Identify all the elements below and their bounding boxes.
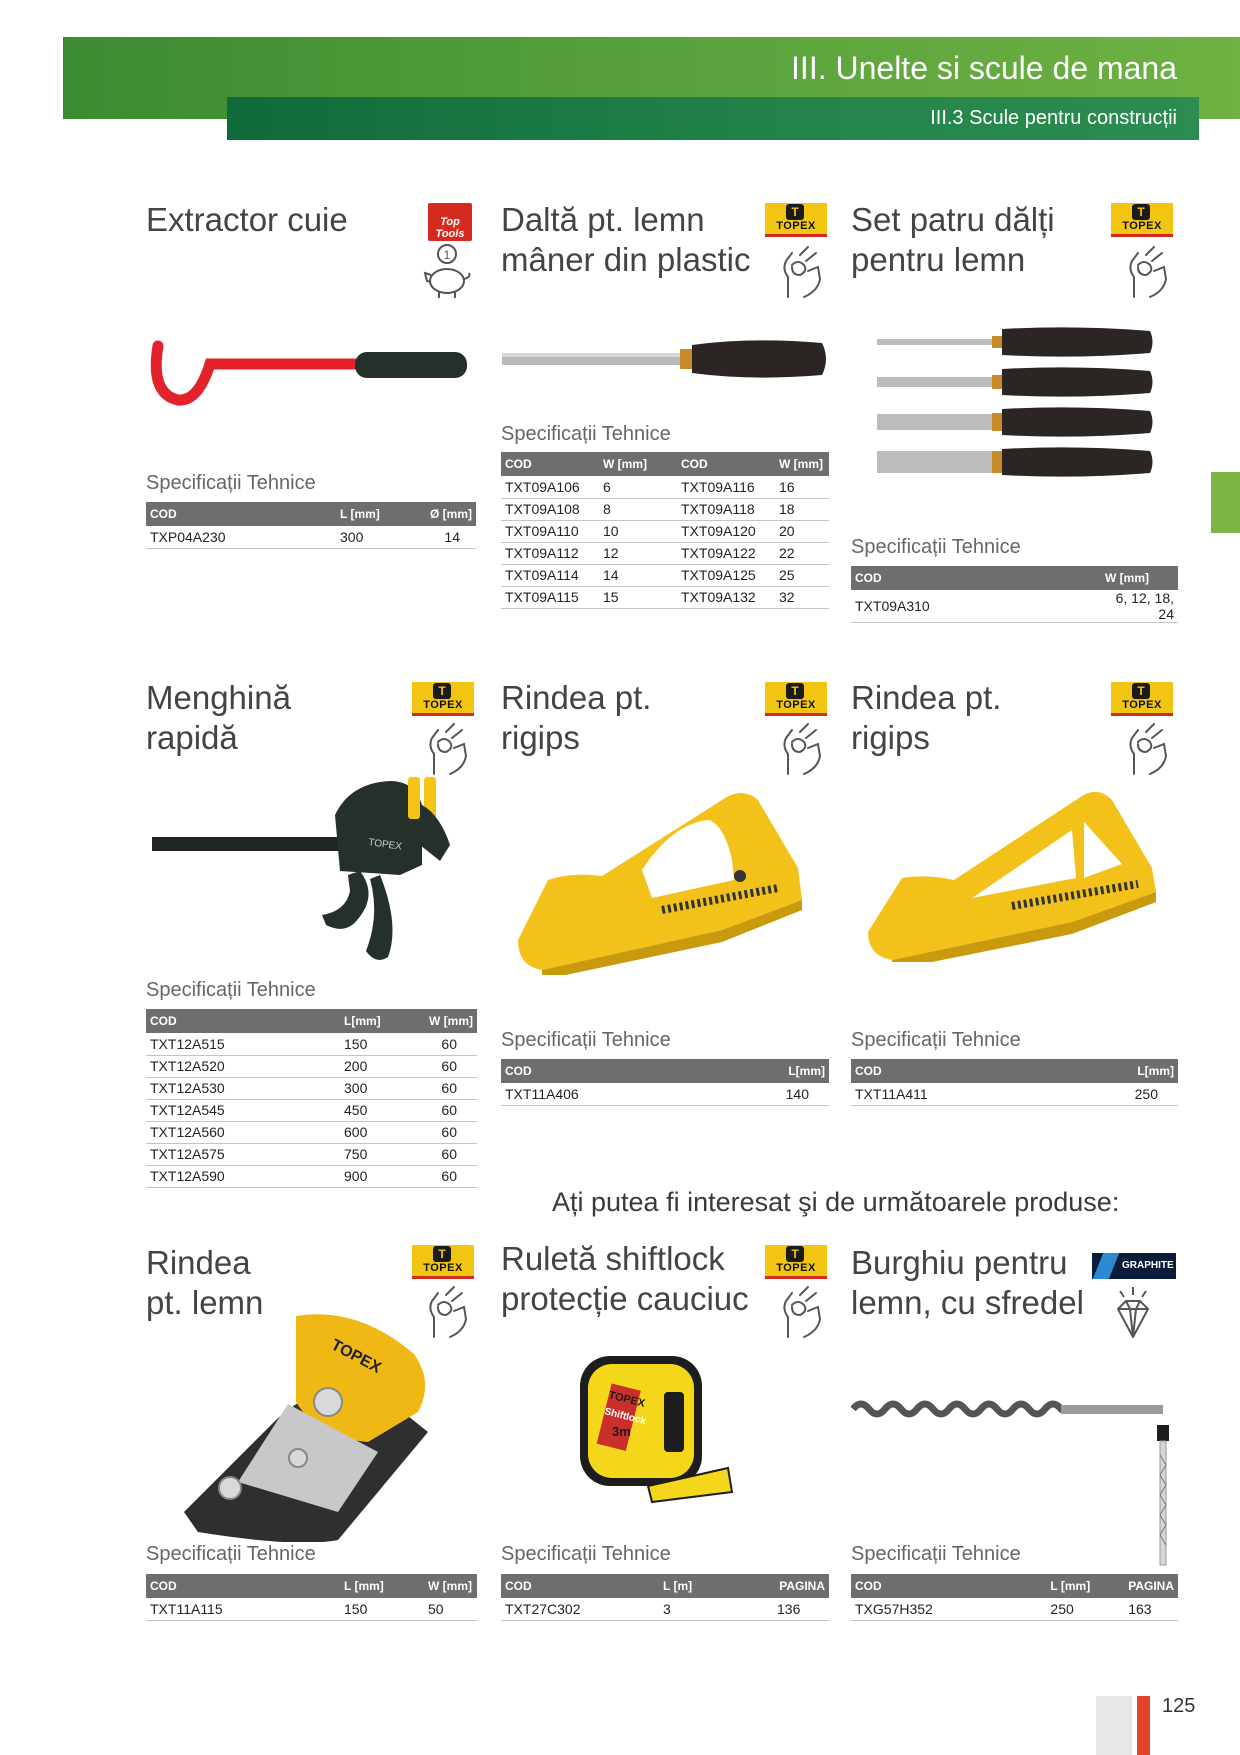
spec-table [851,566,1178,623]
topex-logo [1111,682,1173,716]
table-cell: 300 [340,1077,424,1099]
spec-heading: Specificații Tehnice [501,1029,671,1051]
table-cell: TXP04A230 [146,526,336,548]
table-cell: 140 [771,1083,829,1105]
table-cell: 60 [424,1077,477,1099]
table-cell: 25 [775,564,829,586]
graphite-logo [1092,1253,1176,1279]
column-header: L[mm] [771,1059,829,1083]
table-row [146,1165,477,1187]
spec-table [851,1059,1178,1106]
page-title: III. Unelte si scule de mana [791,50,1177,86]
column-header: L [m] [659,1574,773,1598]
brand-name: TOPEX [1122,220,1162,232]
nail-puller-image [150,340,470,420]
table-cell: 8 [599,498,677,520]
brand-name: TOPEX [423,1262,463,1274]
table-row [851,1598,1178,1620]
table-cell: TXT09A310 [851,590,1101,623]
table-cell: 150 [340,1598,424,1620]
table-cell: TXT09A132 [677,586,775,608]
table-cell: TXT09A122 [677,542,775,564]
table-row [146,526,476,548]
table-cell: TXT11A411 [851,1083,1121,1105]
related-products-heading: Ați putea fi interesat şi de următoarele produse: [552,1187,1120,1217]
table-cell: 6 [599,476,677,498]
table-row [146,1143,477,1165]
ok-hand-icon [1124,245,1168,300]
table-cell: TXT09A108 [501,498,599,520]
spec-heading: Specificații Tehnice [146,472,316,494]
table-row [146,1055,477,1077]
column-header: COD [146,1574,340,1598]
table-cell: TXT09A106 [501,476,599,498]
ok-hand-icon [424,722,468,777]
table-row [501,520,829,542]
table-cell: TXT09A118 [677,498,775,520]
table-cell: 22 [775,542,829,564]
product-title: Burghiu pentru lemn, cu sfredel [851,1244,1084,1321]
table-cell: TXT09A125 [677,564,775,586]
page-number-tab [1096,1696,1132,1755]
table-cell: 60 [424,1099,477,1121]
table-cell: TXT09A116 [677,476,775,498]
product-title: Rindea pt. rigips [851,679,1002,756]
table-cell: TXT27C302 [501,1598,659,1620]
ok-hand-icon [1124,722,1168,777]
column-header: COD [146,1009,340,1033]
column-header: L [mm] [1046,1574,1124,1598]
table-cell: 136 [773,1598,829,1620]
product-title: Rindea pt. lemn [146,1244,264,1321]
table-row [501,476,829,498]
table-row [501,564,829,586]
spec-heading: Specificații Tehnice [146,979,316,1001]
spec-table [501,452,829,609]
column-header: COD [501,1574,659,1598]
table-cell: TXT12A575 [146,1143,340,1165]
table-cell: 50 [424,1598,477,1620]
table-cell: 450 [340,1099,424,1121]
tape-brand-label: TOPEX [607,1389,647,1410]
product-title: Daltă pt. lemn mâner din plastic [501,201,751,278]
table-cell: 3 [659,1598,773,1620]
table-row [146,1033,477,1055]
chisel-image [502,335,828,385]
column-header: L [mm] [336,502,406,526]
table-cell: TXG57H352 [851,1598,1046,1620]
product-title: Rindea pt. rigips [501,679,652,756]
spec-table [146,502,476,549]
spec-heading: Specificații Tehnice [501,1543,671,1565]
table-cell: 750 [340,1143,424,1165]
spec-heading: Specificații Tehnice [851,1543,1021,1565]
spec-table [851,1574,1178,1621]
brand-name: TOPEX [1122,699,1162,711]
brand-name: Top Tools [435,216,465,240]
table-row [501,498,829,520]
ok-hand-icon [778,722,822,777]
table-cell: 250 [1121,1083,1178,1105]
column-header: COD [146,502,336,526]
column-header: W [mm] [424,1574,477,1598]
table-cell: TXT11A115 [146,1598,340,1620]
column-header: L [mm] [340,1574,424,1598]
tape-length-label: 3m [612,1424,631,1439]
page-number: 125 [1162,1695,1196,1717]
wood-plane-image [178,1312,433,1542]
table-cell: TXT09A110 [501,520,599,542]
table-cell: 163 [1124,1598,1178,1620]
table-cell: 16 [775,476,829,498]
table-row [146,1598,477,1620]
column-header: COD [501,452,599,476]
table-row [501,1598,829,1620]
table-cell: TXT09A114 [501,564,599,586]
table-cell: 900 [340,1165,424,1187]
piggy-bank-icon [423,243,475,301]
topex-logo [412,1245,474,1279]
topex-logo [765,682,827,716]
spec-table [146,1574,477,1621]
spec-heading: Specificații Tehnice [146,1543,316,1565]
table-cell: 10 [599,520,677,542]
table-cell: 15 [599,586,677,608]
table-cell: 200 [340,1055,424,1077]
chisel-set-image [875,325,1155,485]
brand-name: TOPEX [776,220,816,232]
table-row [501,542,829,564]
page-number-accent [1137,1696,1150,1755]
column-header: L[mm] [1121,1059,1178,1083]
piggy-bank-coin-label: 1 [443,248,451,262]
spec-heading: Specificații Tehnice [851,1029,1021,1051]
table-cell: 60 [424,1033,477,1055]
brand-mark: T [1132,683,1150,699]
topex-logo [412,682,474,716]
table-cell: 32 [775,586,829,608]
brand-mark: T [786,683,804,699]
top-tools-logo [428,203,472,241]
column-header: L[mm] [340,1009,424,1033]
column-header: COD [851,1059,1121,1083]
column-header: PAGINA [773,1574,829,1598]
column-header: W [mm] [599,452,677,476]
brand-mark: T [786,1246,804,1262]
spec-table [501,1574,829,1621]
table-cell: 12 [599,542,677,564]
topex-logo [765,203,827,237]
table-cell: TXT11A406 [501,1083,771,1105]
column-header: W [mm] [1101,566,1178,590]
table-cell: TXT09A120 [677,520,775,542]
table-row [146,1077,477,1099]
table-cell: 14 [406,526,476,548]
table-cell: TXT12A560 [146,1121,340,1143]
column-header: COD [851,566,1101,590]
table-cell: TXT12A515 [146,1033,340,1055]
tape-model-label: Shiftlock [603,1406,647,1428]
product-title: Set patru dălți pentru lemn [851,201,1055,278]
tape-measure-image [578,1352,736,1522]
table-cell: 60 [424,1143,477,1165]
spec-heading: Specificații Tehnice [851,536,1021,558]
brand-mark: T [433,683,451,699]
brand-name: GRAPHITE [1122,1260,1174,1271]
brand-mark: T [1132,204,1150,220]
section-title: III.3 Scule pentru construcții [930,107,1177,129]
wood-plane-brand-label: TOPEX [328,1336,384,1377]
table-cell: 250 [1046,1598,1124,1620]
product-title: Menghină rapidă [146,679,291,756]
product-title: Extractor cuie [146,201,348,238]
table-cell: TXT12A590 [146,1165,340,1187]
ok-hand-icon [778,245,822,300]
table-cell: TXT09A112 [501,542,599,564]
table-row [501,586,829,608]
spec-heading: Specificații Tehnice [501,423,671,445]
column-header: COD [677,452,775,476]
drywall-plane-image [512,780,812,975]
table-cell: TXT12A530 [146,1077,340,1099]
table-cell: 60 [424,1055,477,1077]
column-header: COD [851,1574,1046,1598]
brand-name: TOPEX [776,1262,816,1274]
column-header: COD [501,1059,771,1083]
table-cell: 20 [775,520,829,542]
table-row [146,1121,477,1143]
table-cell: TXT12A545 [146,1099,340,1121]
table-cell: 6, 12, 18, 24 [1101,590,1178,623]
topex-logo [765,1245,827,1279]
drywall-plane-image [862,782,1162,962]
quick-clamp-image [150,775,470,965]
brand-mark: T [786,204,804,220]
diamond-icon [1110,1285,1156,1341]
column-header: W [mm] [775,452,829,476]
product-title: Ruletă shiftlock protecție cauciuc [501,1240,749,1317]
brand-name: TOPEX [423,699,463,711]
table-cell: 14 [599,564,677,586]
brand-name: TOPEX [776,699,816,711]
table-cell: TXT09A115 [501,586,599,608]
column-header: W [mm] [424,1009,477,1033]
table-row [146,1099,477,1121]
table-cell: 60 [424,1165,477,1187]
table-cell: 600 [340,1121,424,1143]
spec-table [146,1009,477,1188]
table-cell: TXT12A520 [146,1055,340,1077]
table-cell: 300 [336,526,406,548]
table-cell: 150 [340,1033,424,1055]
table-row [851,1083,1178,1105]
table-row [851,590,1178,623]
table-cell: 18 [775,498,829,520]
table-row [501,1083,829,1105]
topex-logo [1111,203,1173,237]
column-header: Ø [mm] [406,502,476,526]
table-cell: 60 [424,1121,477,1143]
spec-table [501,1059,829,1106]
side-tab-marker [1211,472,1240,533]
brand-mark: T [433,1246,451,1262]
column-header: PAGINA [1124,1574,1178,1598]
ok-hand-icon [778,1285,822,1340]
clamp-brand-label: TOPEX [367,837,403,853]
